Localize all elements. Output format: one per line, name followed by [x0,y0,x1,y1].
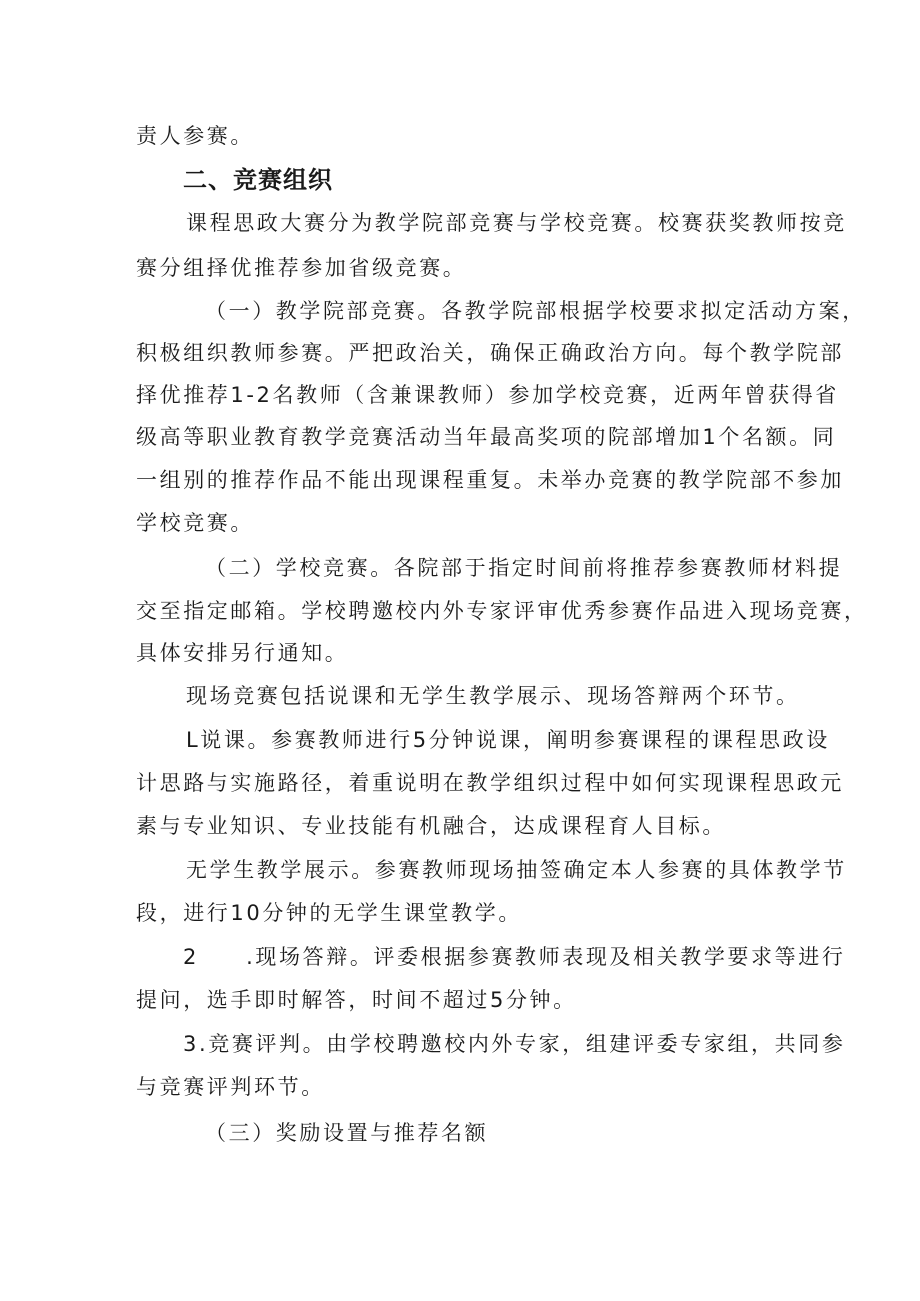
section-heading: 二、竞赛组织 [183,166,333,194]
text-line: 积极组织教师参赛。严把政治关，确保正确政治方向。每个教学院部 [136,341,844,365]
text-line: （三）奖励设置与推荐名额 [205,1121,489,1145]
text-line: 与竞赛评判环节。 [136,1075,325,1099]
text-line: 具体安排另行通知。 [136,641,349,665]
text-line: 计思路与实施路径，着重说明在教学组织过程中如何实现课程思政元 [136,771,844,795]
text-line: 一组别的推荐作品不能出现课程重复。未举办竞赛的教学院部不参加 [136,468,844,492]
text-line: 赛分组择优推荐参加省级竞赛。 [136,256,467,280]
text-line: 课程思政大赛分为教学院部竞赛与学校竞赛。校赛获奖教师按竞 [186,211,847,235]
text-line: 学校竞赛。 [136,511,254,535]
text-line: 交至指定邮箱。学校聘邀校内外专家评审优秀参赛作品进入现场竞赛， [136,599,868,623]
text-line: （二）学校竞赛。各院部于指定时间前将推荐参赛教师材料提 [205,556,843,580]
text-line: （一）教学院部竞赛。各教学院部根据学校要求拟定活动方案， [205,299,866,323]
text-line: 素与专业知识、专业技能有机融合，达成课程育人目标。 [136,814,726,838]
text-line: 级高等职业教育教学竞赛活动当年最高奖项的院部增加1个名额。同 [136,425,837,449]
text-line: 择优推荐1-2名教师（含兼课教师）参加学校竞赛，近两年曾获得省 [136,383,839,407]
text-line: 无学生教学展示。参赛教师现场抽签确定本人参赛的具体教学节 [186,858,847,882]
text-line: 责人参赛。 [136,124,254,148]
text-line: 段，进行10分钟的无学生课堂教学。 [136,901,522,925]
text-line: L说课。参赛教师进行5分钟说课，阐明参赛课程的课程思政设 [186,728,830,752]
text-line: 3.竞赛评判。由学校聘邀校内外专家，组建评委专家组，共同参 [183,1032,846,1056]
text-line: 提问，选手即时解答，时间不超过5分钟。 [136,988,577,1012]
text-line: 现场竞赛包括说课和无学生教学展示、现场答辩两个环节。 [186,684,800,708]
text-line: 2 .现场答辩。评委根据参赛教师表现及相关教学要求等进行 [183,945,846,969]
